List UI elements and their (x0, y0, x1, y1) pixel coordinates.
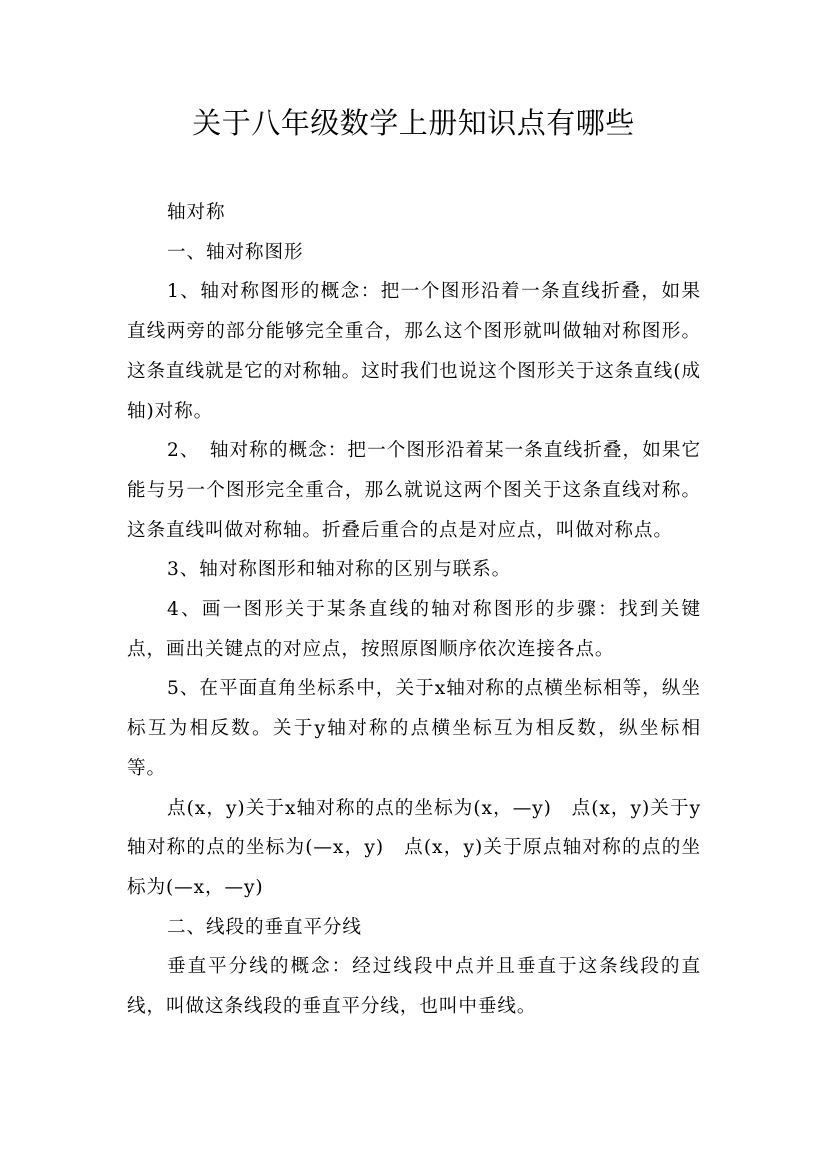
paragraph-1: 1、轴对称图形的概念：把一个图形沿着一条直线折叠，如果直线两旁的部分能够完全重合，那么这个图形就叫做轴对称图形。这条直线就是它的对称轴。这时我们也说这个图形关于这条直线(成轴)对称。 (127, 281, 701, 422)
paragraph-5: 5、在平面直角坐标系中，关于x轴对称的点横坐标相等，纵坐标互为相反数。关于y轴对称的点横坐标互为相反数，纵坐标相等。 (127, 678, 701, 779)
paragraph-coordinates: 点(x，y)关于x轴对称的点的坐标为(x，—y) 点(x，y)关于y轴对称的点的坐标为(—x，y) 点(x，y)关于原点轴对称的点的坐标为(—x，—y) (127, 797, 701, 898)
subsection-heading-2: 二、线段的垂直平分线 (166, 916, 362, 938)
document-title: 关于八年级数学上册知识点有哪些 (192, 106, 635, 140)
subsection-heading: 一、轴对称图形 (166, 241, 304, 263)
paragraph-2: 2、 轴对称的概念：把一个图形沿着某一条直线折叠，如果它能与另一个图形完全重合，那么就说这两个图关于这条直线对称。这条直线叫做对称轴。折叠后重合的点是对应点，叫做对称点。 (127, 440, 701, 541)
paragraph-3: 3、轴对称图形和轴对称的区别与联系。 (166, 559, 512, 581)
paragraph-perpendicular-bisector: 垂直平分线的概念：经过线段中点并且垂直于这条线段的直线，叫做这条线段的垂直平分线，也叫中垂线。 (127, 956, 701, 1018)
section-heading: 轴对称 (166, 202, 226, 223)
paragraph-4: 4、画一图形关于某条直线的轴对称图形的步骤：找到关键点，画出关键点的对应点，按照原图顺序依次连接各点。 (127, 599, 701, 660)
document-body (127, 193, 701, 1027)
